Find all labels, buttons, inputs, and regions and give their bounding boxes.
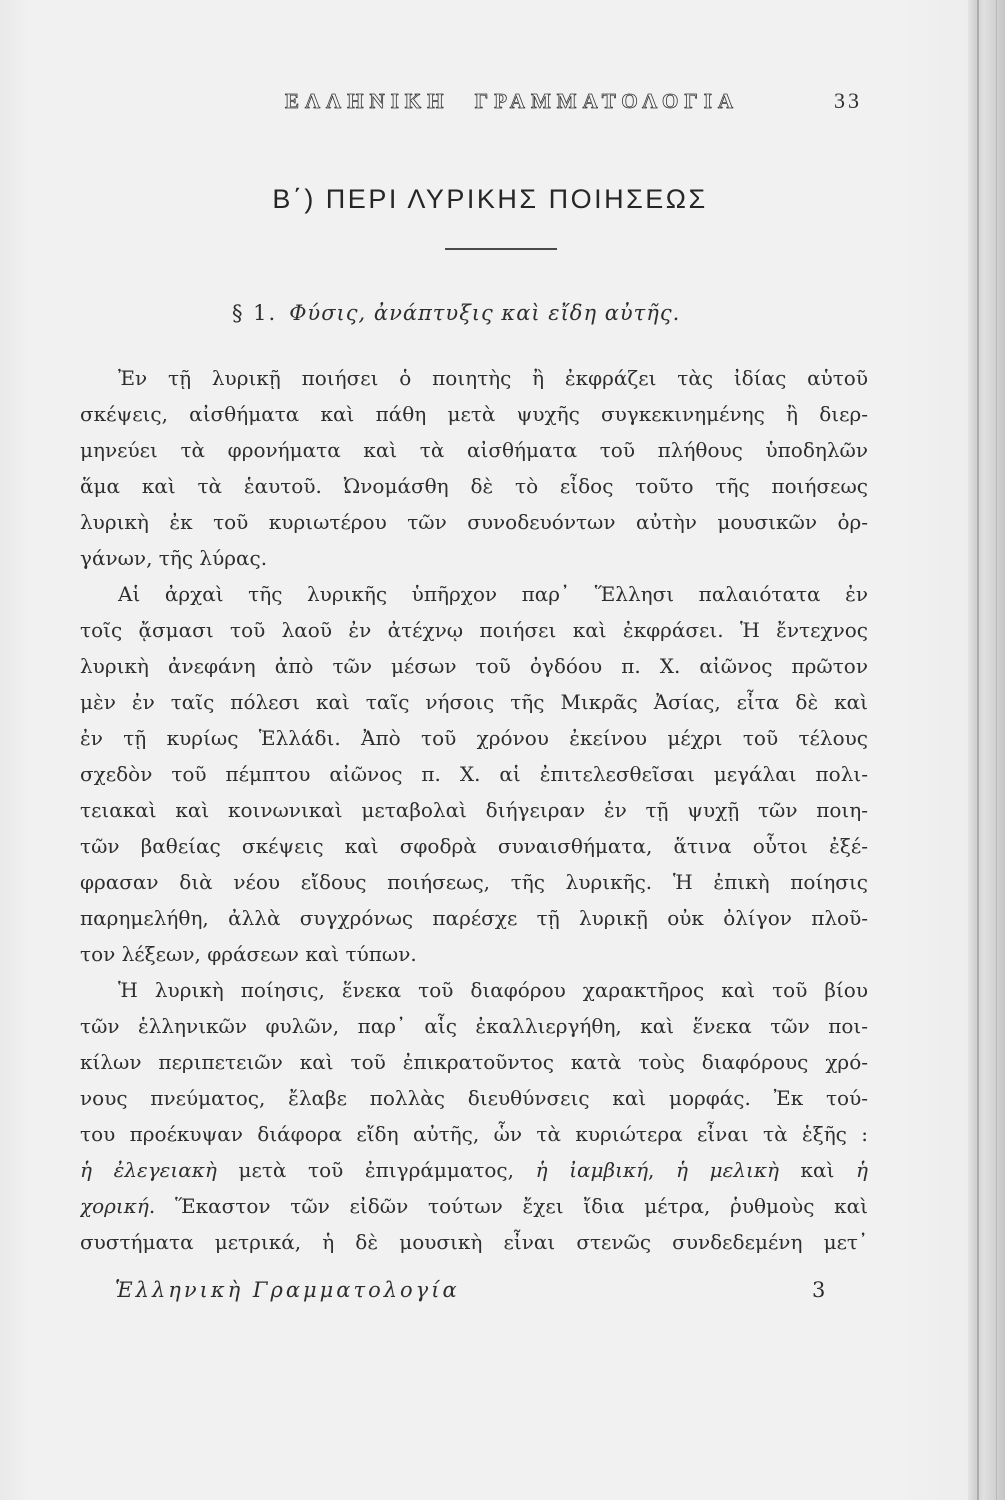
chapter-title: Β΄) ΠΕΡΙ ΛΥΡΙΚΗΣ ΠΟΙΗΣΕΩΣ (272, 184, 708, 214)
text-line: τειακαὶ καὶ κοινωνικαὶ μεταβολαὶ διήγειραν ἐν τῇ ψυχῇ τῶν ποιη- (80, 798, 868, 822)
body-text (80, 360, 868, 1260)
running-header-title: ΕΛΛΗΝΙΚΗ ΓΡΑΜΜΑΤΟΛΟΓΙΑ (285, 89, 740, 113)
page-number: 33 (834, 88, 862, 113)
book-page-edges (968, 0, 1005, 1500)
text-line: τον λέξεων, φράσεων καὶ τύπων. (80, 942, 417, 966)
text-line: σκέψεις, αἰσθήματα καὶ πάθη μετὰ ψυχῆς συγκεκινημένης ἢ διερ- (80, 402, 868, 426)
text-line: μηνεύει τὰ φρονήματα καὶ τὰ αἰσθήματα τοῦ πλήθους ὑποδηλῶν (80, 438, 868, 462)
paragraph (80, 972, 868, 1260)
text-line: λυρικὴ ἐκ τοῦ κυριωτέρου τῶν συνοδευόντων αὐτὴν μουσικῶν ὀρ- (80, 510, 868, 534)
text-line: Ἐν τῇ λυρικῇ ποιήσει ὁ ποιητὴς ἢ ἐκφράζει τὰς ἰδίας αὑτοῦ (118, 366, 868, 390)
text-line: σχεδὸν τοῦ πέμπτου αἰῶνος π. Χ. αἱ ἐπιτελεσθεῖσαι μεγάλαι πολι- (80, 762, 868, 786)
text-line: μὲν ἐν ταῖς πόλεσι καὶ ταῖς νήσοις τῆς Μικρᾶς Ἀσίας, εἶτα δὲ καὶ (80, 690, 868, 714)
text-segment: , (648, 1158, 677, 1182)
text-line: τῶν βαθείας σκέψεις καὶ σφοδρὰ συναισθήματα, ἅτινα οὗτοι ἐξέ- (80, 834, 868, 858)
italic-term: ἡ (856, 1158, 868, 1182)
text-line (80, 1152, 868, 1188)
signature-number: 3 (812, 1278, 826, 1302)
text-line: συστήματα μετρικά, ἡ δὲ μουσικὴ εἶναι στενῶς συνδεδεμένη μετ᾽ (80, 1230, 868, 1254)
italic-term: χορική (80, 1194, 149, 1218)
section-title: Φύσις, ἀνάπτυξις καὶ εἴδη αὐτῆς. (289, 301, 681, 325)
text-line: γάνων, τῆς λύρας. (80, 546, 268, 570)
text-line: τοῖς ᾄσμασι τοῦ λαοῦ ἐν ἀτέχνῳ ποιήσει καὶ ἐκφράσει. Ἡ ἔντεχνος (80, 618, 868, 642)
text-segment: μετὰ τοῦ ἐπιγράμματος, (216, 1158, 536, 1182)
text-segment: καὶ (778, 1158, 857, 1182)
section-number: § 1. (232, 301, 278, 325)
text-line: νους πνεύματος, ἔλαβε πολλὰς διευθύνσεις καὶ μορφάς. Ἐκ τού- (80, 1086, 868, 1110)
text-segment: . Ἕκαστον τῶν εἰδῶν τούτων ἔχει ἴδια μέτρα, ῥυθμοὺς καὶ (148, 1194, 868, 1218)
paragraph (80, 360, 868, 576)
text-line: του προέκυψαν διάφορα εἴδη αὐτῆς, ὧν τὰ κυριώτερα εἶναι τὰ ἑξῆς : (80, 1122, 868, 1146)
text-line: κίλων περιπετειῶν καὶ τοῦ ἐπικρατοῦντος κατὰ τοὺς διαφόρους χρό- (80, 1050, 868, 1074)
italic-term: ἡ ἐλεγειακὴ (80, 1158, 217, 1182)
page-edge-line (996, 0, 997, 1500)
text-line: τῶν ἑλληνικῶν φυλῶν, παρ᾽ αἷς ἐκαλλιεργήθη, καὶ ἕνεκα τῶν ποι- (80, 1014, 868, 1038)
title-divider (445, 248, 557, 250)
page-edge-line (977, 0, 979, 1500)
text-line: παρημελήθη, ἀλλὰ συγχρόνως παρέσχε τῇ λυρικῇ οὐκ ὀλίγον πλοῦ- (80, 906, 868, 930)
section-heading (232, 298, 680, 328)
text-line: ἅμα καὶ τὰ ἑαυτοῦ. Ὠνομάσθη δὲ τὸ εἶδος τοῦτο τῆς ποιήσεως (80, 474, 868, 498)
text-line: Ἡ λυρικὴ ποίησις, ἕνεκα τοῦ διαφόρου χαρακτῆρος καὶ τοῦ βίου (118, 978, 868, 1002)
paragraph (80, 576, 868, 972)
text-line: φρασαν διὰ νέου εἴδους ποιήσεως, τῆς λυρικῆς. Ἡ ἐπικὴ ποίησις (80, 870, 868, 894)
italic-term: ἡ ἰαμβική (535, 1158, 649, 1182)
italic-term: ἡ μελικὴ (676, 1158, 779, 1182)
text-line: λυρικὴ ἀνεφάνη ἀπὸ τῶν μέσων τοῦ ὀγδόου π. Χ. αἰῶνος πρῶτον (80, 654, 868, 678)
text-line: Αἱ ἀρχαὶ τῆς λυρικῆς ὑπῆρχον παρ᾽ Ἕλλησι παλαιότατα ἐν (118, 582, 868, 606)
signature-title: Ἑλληνικὴ Γραμματολογία (115, 1278, 460, 1302)
text-line (80, 1188, 868, 1224)
text-line: ἐν τῇ κυρίως Ἑλλάδι. Ἀπὸ τοῦ χρόνου ἐκείνου μέχρι τοῦ τέλους (80, 726, 868, 750)
